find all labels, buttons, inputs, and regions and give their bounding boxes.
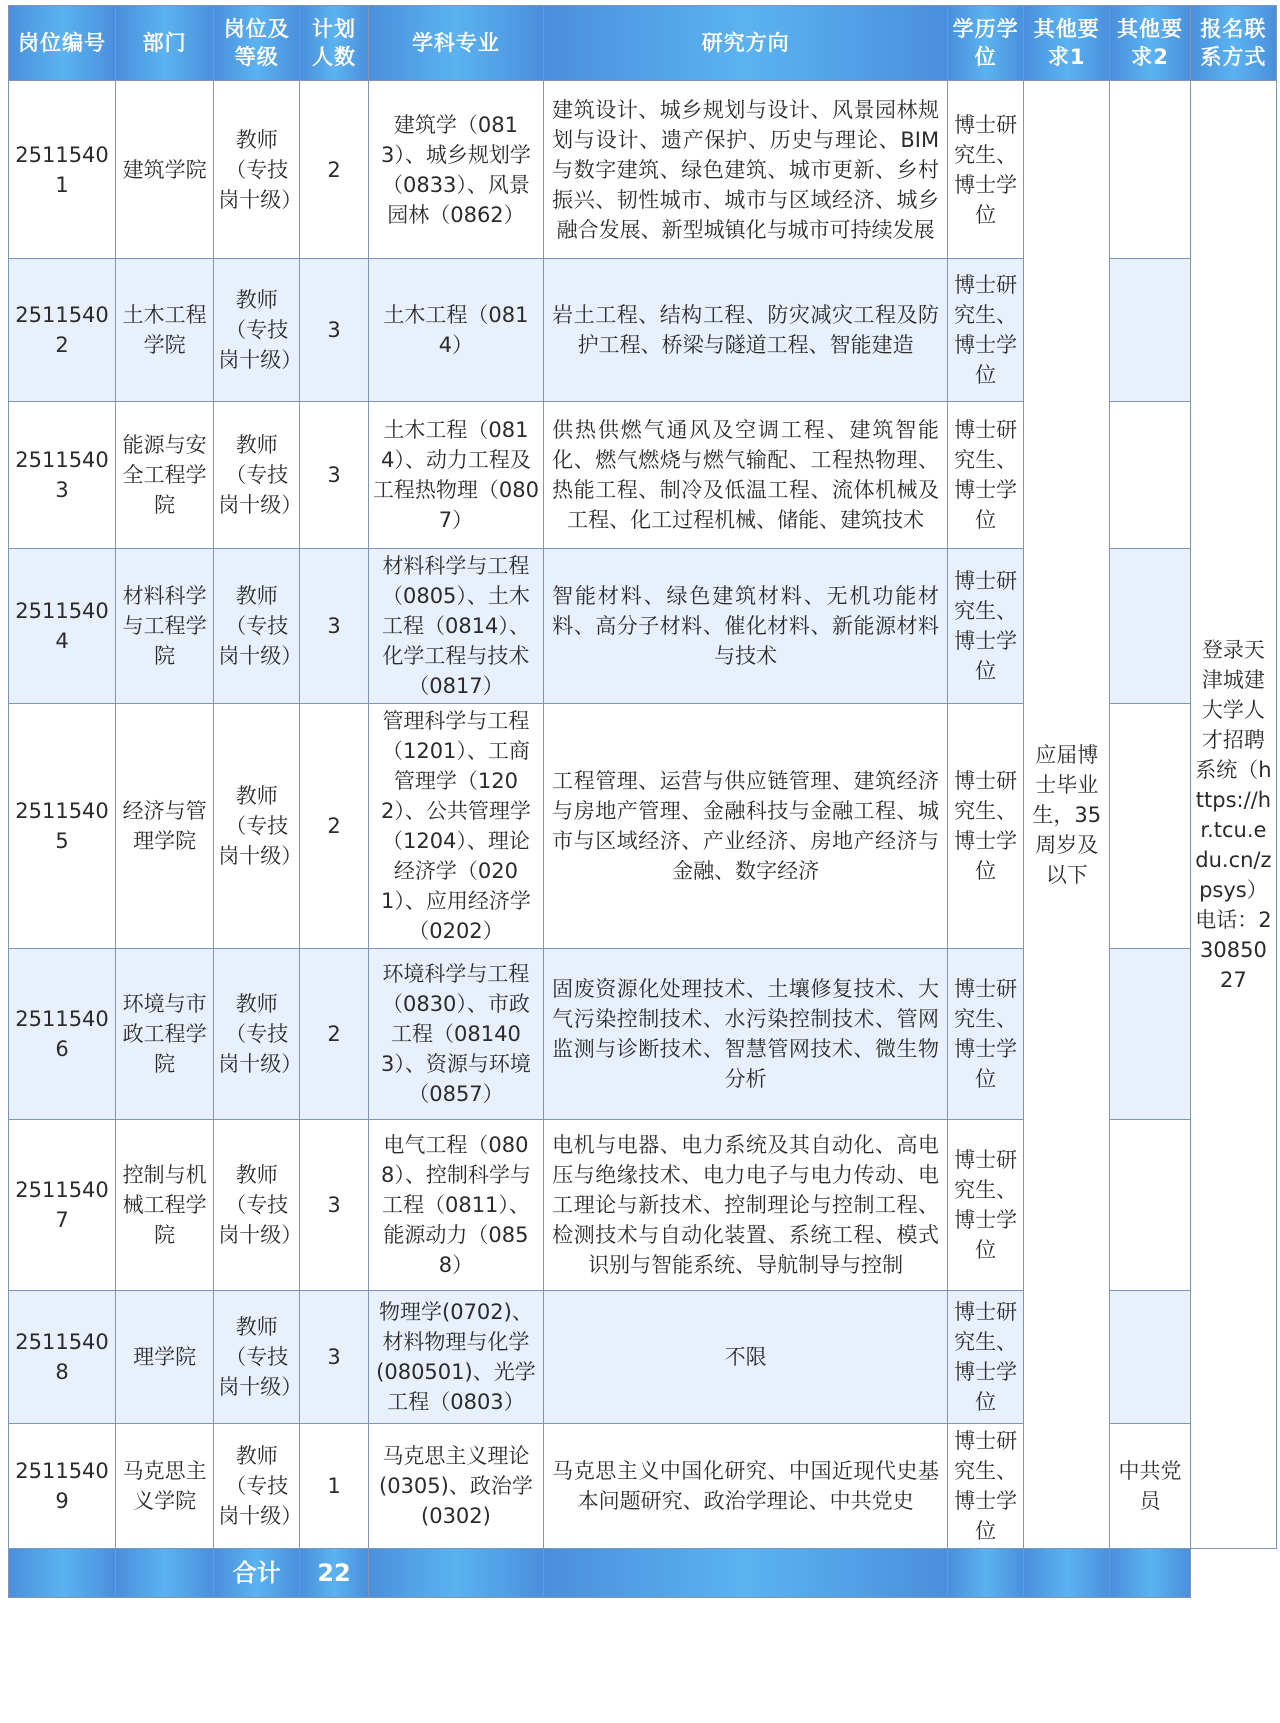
cell-direction: 固废资源化处理技术、土壤修复技术、大气污染控制技术、水污染控制技术、管网监测与诊断技术、智慧管网技术、微生物分析 bbox=[544, 949, 948, 1120]
cell-req2 bbox=[1110, 549, 1191, 704]
header-row bbox=[9, 6, 1277, 81]
cell-level: 教师（专技岗十级） bbox=[214, 1424, 300, 1549]
header-count: 计划人数 bbox=[300, 6, 368, 81]
cell-level: 教师（专技岗十级） bbox=[214, 704, 300, 949]
cell-req2 bbox=[1110, 1291, 1191, 1424]
cell-code: 25115407 bbox=[9, 1120, 116, 1291]
header-degree: 学历学位 bbox=[948, 6, 1024, 81]
cell-code: 25115402 bbox=[9, 259, 116, 402]
cell-degree: 博士研究生、博士学位 bbox=[948, 259, 1024, 402]
cell-code: 25115401 bbox=[9, 81, 116, 259]
cell-dept: 环境与市政工程学院 bbox=[116, 949, 214, 1120]
cell-degree: 博士研究生、博士学位 bbox=[948, 1120, 1024, 1291]
recruitment-table bbox=[8, 5, 1277, 1598]
cell-count: 3 bbox=[300, 259, 368, 402]
cell-count: 3 bbox=[300, 1120, 368, 1291]
cell-dept: 马克思主义学院 bbox=[116, 1424, 214, 1549]
cell-major: 环境科学与工程（0830）、市政工程（081403）、资源与环境（0857） bbox=[368, 949, 543, 1120]
cell-level: 教师（专技岗十级） bbox=[214, 402, 300, 549]
cell-direction: 岩土工程、结构工程、防灾减灾工程及防护工程、桥梁与隧道工程、智能建造 bbox=[544, 259, 948, 402]
cell-count: 3 bbox=[300, 549, 368, 704]
cell-req2 bbox=[1110, 402, 1191, 549]
total-blank-req2 bbox=[1110, 1549, 1191, 1598]
cell-level: 教师（专技岗十级） bbox=[214, 81, 300, 259]
cell-code: 25115405 bbox=[9, 704, 116, 949]
cell-dept: 建筑学院 bbox=[116, 81, 214, 259]
cell-code: 25115404 bbox=[9, 549, 116, 704]
cell-direction: 供热供燃气通风及空调工程、建筑智能化、燃气燃烧与燃气输配、工程热物理、热能工程、制冷及低温工程、流体机械及工程、化工过程机械、储能、建筑技术 bbox=[544, 402, 948, 549]
total-blank-direction bbox=[544, 1549, 948, 1598]
cell-major: 管理科学与工程（1201）、工商管理学（1202）、公共管理学（1204）、理论经济学（0201）、应用经济学（0202） bbox=[368, 704, 543, 949]
cell-degree: 博士研究生、博士学位 bbox=[948, 402, 1024, 549]
cell-level: 教师（专技岗十级） bbox=[214, 1120, 300, 1291]
table-body bbox=[9, 81, 1277, 1549]
cell-degree: 博士研究生、博士学位 bbox=[948, 704, 1024, 949]
cell-degree: 博士研究生、博士学位 bbox=[948, 1291, 1024, 1424]
cell-req2 bbox=[1110, 81, 1191, 259]
cell-req2 bbox=[1110, 1120, 1191, 1291]
cell-dept: 经济与管理学院 bbox=[116, 704, 214, 949]
cell-level: 教师（专技岗十级） bbox=[214, 949, 300, 1120]
cell-count: 2 bbox=[300, 949, 368, 1120]
cell-count: 3 bbox=[300, 402, 368, 549]
cell-req2 bbox=[1110, 704, 1191, 949]
cell-dept: 材料科学与工程学院 bbox=[116, 549, 214, 704]
header-major: 学科专业 bbox=[368, 6, 543, 81]
cell-direction: 马克思主义中国化研究、中国近现代史基本问题研究、政治学理论、中共党史 bbox=[544, 1424, 948, 1549]
table-row bbox=[9, 81, 1277, 259]
cell-code: 25115406 bbox=[9, 949, 116, 1120]
header-req2: 其他要求2 bbox=[1110, 6, 1191, 81]
header-code: 岗位编号 bbox=[9, 6, 116, 81]
cell-degree: 博士研究生、博士学位 bbox=[948, 81, 1024, 259]
total-blank-code bbox=[9, 1549, 116, 1598]
cell-code: 25115403 bbox=[9, 402, 116, 549]
total-row bbox=[9, 1549, 1277, 1598]
header-direction: 研究方向 bbox=[544, 6, 948, 81]
cell-major: 土木工程（0814）、动力工程及工程热物理（0807） bbox=[368, 402, 543, 549]
cell-major: 建筑学（0813）、城乡规划学（0833）、风景园林（0862） bbox=[368, 81, 543, 259]
cell-count: 2 bbox=[300, 704, 368, 949]
cell-dept: 能源与安全工程学院 bbox=[116, 402, 214, 549]
cell-contact-shared: 登录天津城建大学人才招聘系统（https://hr.tcu.edu.cn/zpsys）电话：23085027 bbox=[1190, 81, 1276, 1549]
cell-code: 25115409 bbox=[9, 1424, 116, 1549]
cell-dept: 土木工程学院 bbox=[116, 259, 214, 402]
cell-req2 bbox=[1110, 259, 1191, 402]
header-req1: 其他要求1 bbox=[1024, 6, 1110, 81]
total-blank-major bbox=[368, 1549, 543, 1598]
cell-direction: 电机与电器、电力系统及其自动化、高电压与绝缘技术、电力电子与电力传动、电工理论与新技术、控制理论与控制工程、检测技术与自动化装置、系统工程、模式识别与智能系统、导航制导与控制 bbox=[544, 1120, 948, 1291]
cell-level: 教师（专技岗十级） bbox=[214, 549, 300, 704]
cell-major: 土木工程（0814） bbox=[368, 259, 543, 402]
cell-direction: 不限 bbox=[544, 1291, 948, 1424]
cell-direction: 工程管理、运营与供应链管理、建筑经济与房地产管理、金融科技与金融工程、城市与区域经济、产业经济、房地产经济与金融、数字经济 bbox=[544, 704, 948, 949]
cell-req2: 中共党员 bbox=[1110, 1424, 1191, 1549]
cell-degree: 博士研究生、博士学位 bbox=[948, 549, 1024, 704]
total-blank-dept bbox=[116, 1549, 214, 1598]
cell-level: 教师（专技岗十级） bbox=[214, 259, 300, 402]
total-label: 合计 bbox=[214, 1549, 300, 1598]
cell-req1-shared: 应届博士毕业生，35周岁及以下 bbox=[1024, 81, 1110, 1549]
total-blank-req1 bbox=[1024, 1549, 1110, 1598]
cell-level: 教师（专技岗十级） bbox=[214, 1291, 300, 1424]
cell-count: 3 bbox=[300, 1291, 368, 1424]
cell-direction: 建筑设计、城乡规划与设计、风景园林规划与设计、遗产保护、历史与理论、BIM与数字建筑、绿色建筑、城市更新、乡村振兴、韧性城市、城市与区域经济、城乡融合发展、新型城镇化与城市可持续发展 bbox=[544, 81, 948, 259]
cell-code: 25115408 bbox=[9, 1291, 116, 1424]
cell-req2 bbox=[1110, 949, 1191, 1120]
cell-major: 马克思主义理论(0305)、政治学(0302) bbox=[368, 1424, 543, 1549]
cell-dept: 理学院 bbox=[116, 1291, 214, 1424]
total-value: 22 bbox=[300, 1549, 368, 1598]
header-contact: 报名联系方式 bbox=[1190, 6, 1276, 81]
total-blank-degree bbox=[948, 1549, 1024, 1598]
cell-dept: 控制与机械工程学院 bbox=[116, 1120, 214, 1291]
header-dept: 部门 bbox=[116, 6, 214, 81]
cell-degree: 博士研究生、博士学位 bbox=[948, 949, 1024, 1120]
cell-degree: 博士研究生、博士学位 bbox=[948, 1424, 1024, 1549]
cell-count: 2 bbox=[300, 81, 368, 259]
cell-major: 物理学(0702)、材料物理与化学(080501)、光学工程（0803） bbox=[368, 1291, 543, 1424]
cell-major: 电气工程（0808）、控制科学与工程（0811）、能源动力（0858） bbox=[368, 1120, 543, 1291]
cell-count: 1 bbox=[300, 1424, 368, 1549]
cell-major: 材料科学与工程（0805）、土木工程（0814）、化学工程与技术（0817） bbox=[368, 549, 543, 704]
header-level: 岗位及等级 bbox=[214, 6, 300, 81]
cell-direction: 智能材料、绿色建筑材料、无机功能材料、高分子材料、催化材料、新能源材料与技术 bbox=[544, 549, 948, 704]
